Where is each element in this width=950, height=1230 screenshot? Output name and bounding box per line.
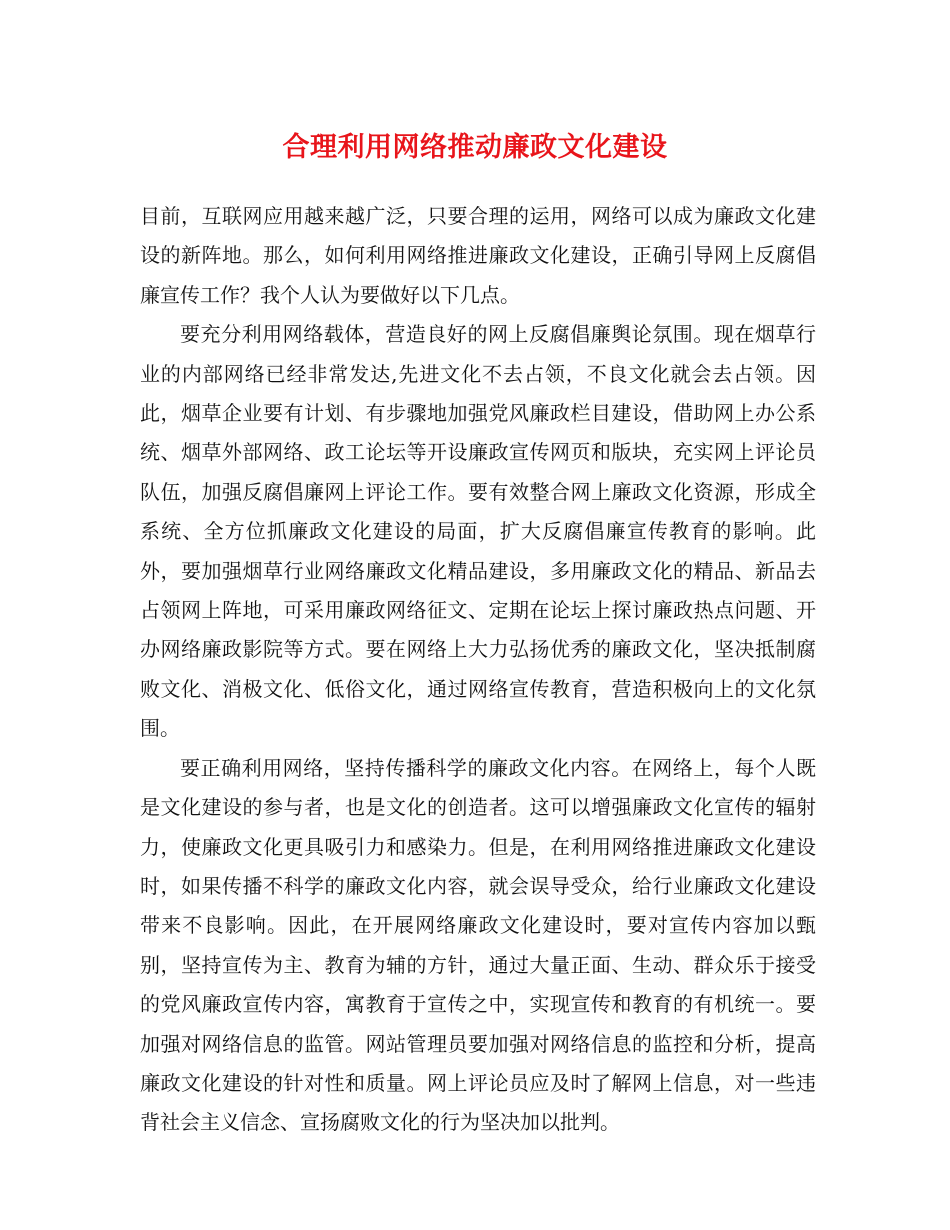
paragraph-network-carrier: 要充分利用网络载体，营造良好的网上反腐倡廉舆论氛围。现在烟草行业的内部网络已经非常发达,先进文化不去占领，不良文化就会去占领。因此，烟草企业要有计划、有步骤地加强党风廉政栏目建设，借助网上办公系统、烟草外部网络、政工论坛等开设廉政宣传网页和版块，充实网上评论员队伍，加强反腐倡廉网上评论工作。要有效整合网上廉政文化资源，形成全系统、全方位抓廉政文化建设的局面，扩大反腐倡廉宣传教育的影响。此外，要加强烟草行业网络廉政文化精品建设，多用廉政文化的精品、新品去占领网上阵地，可采用廉政网络征文、定期在论坛上探讨廉政热点问题、开办网络廉政影院等方式。要在网络上大力弘扬优秀的廉政文化，坚决抵制腐败文化、消极文化、低俗文化，通过网络宣传教育，营造积极向上的文化氛围。 [140, 322, 816, 741]
paragraph-intro: 目前，互联网应用越来越广泛，只要合理的运用，网络可以成为廉政文化建设的新阵地。那么，如何利用网络推进廉政文化建设，正确引导网上反腐倡廉宣传工作？我个人认为要做好以下几点。 [140, 204, 816, 307]
document-body [140, 197, 816, 1143]
document-title: 合理利用网络推动廉政文化建设 [282, 132, 668, 163]
paragraph-scientific-content: 要正确利用网络，坚持传播科学的廉政文化内容。在网络上，每个人既是文化建设的参与者，也是文化的创造者。这可以增强廉政文化宣传的辐射力，使廉政文化更具吸引力和感染力。但是，在利用网络推进廉政文化建设时，如果传播不科学的廉政文化内容，就会误导受众，给行业廉政文化建设带来不良影响。因此，在开展网络廉政文化建设时，要对宣传内容加以甄别，坚持宣传为主、教育为辅的方针，通过大量正面、生动、群众乐于接受的党风廉政宣传内容，寓教育于宣传之中，实现宣传和教育的有机统一。要加强对网络信息的监管。网站管理员要加强对网络信息的监控和分析，提高廉政文化建设的针对性和质量。网上评论员应及时了解网上信息，对一些违背社会主义信念、宣扬腐败文化的行为坚决加以批判。 [140, 755, 816, 1135]
